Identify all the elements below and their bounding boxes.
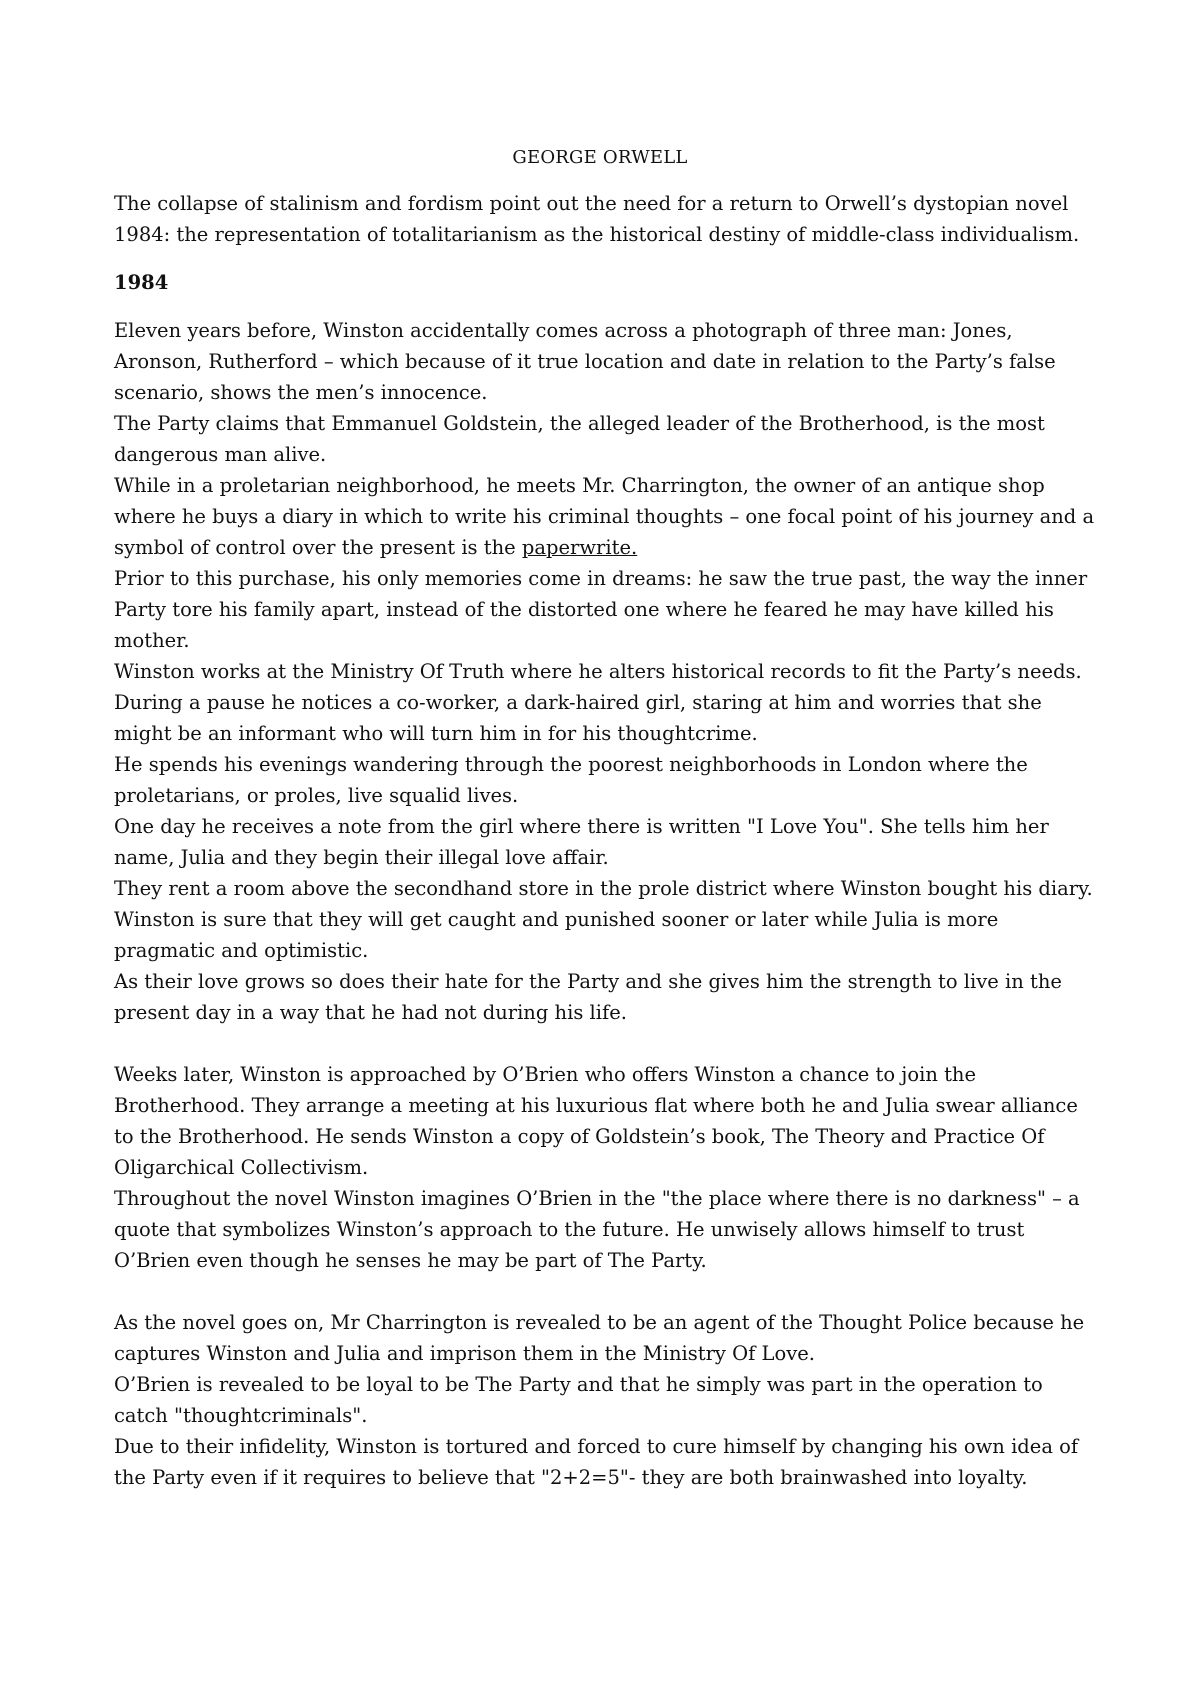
paragraph-9: As their love grows so does their hate for the Party and she gives him the strength to live in the present day in a way that he had not during his life.	[114, 970, 1062, 1024]
document-title: GEORGE ORWELL	[512, 147, 688, 168]
paragraph-11: Throughout the novel Winston imagines O’Brien in the "the place where there is no darkness" – a quote that symbolizes Winston’s approach to the future. He unwisely allows himself to trust O’Brien even though he senses he may be part of The Party.	[114, 1187, 1080, 1272]
paragraph-8: They rent a room above the secondhand store in the prole district where Winston bought his diary. Winston is sure that they will get caught and punished sooner or later while Julia is more pragmatic and optimistic.	[114, 877, 1093, 962]
paragraph-6: He spends his evenings wandering through the poorest neighborhoods in London where the proletarians, or proles, live squalid lives.	[114, 753, 1028, 807]
document-body	[114, 188, 1096, 1493]
paragraph-4: Prior to this purchase, his only memories come in dreams: he saw the true past, the way the inner Party tore his family apart, instead of the distorted one where he feared he may have killed his mother.	[114, 567, 1088, 652]
paragraph-1: Eleven years before, Winston accidentally comes across a photograph of three man: Jones, Aronson, Rutherford – which because of it true location and date in relation to the Party’s false scenario, shows the men’s innocence.	[114, 319, 1056, 404]
paragraph-10: Weeks later, Winston is approached by O’Brien who offers Winston a chance to join the Brotherhood. They arrange a meeting at his luxurious flat where both he and Julia swear alliance to the Brotherhood. He sends Winston a copy of Goldstein’s book, The Theory and Practice Of Oligarchical Collectivism.	[114, 1063, 1078, 1179]
paragraph-7: One day he receives a note from the girl where there is written "I Love You". She tells him her name, Julia and they begin their illegal love affair.	[114, 815, 1049, 869]
paperwrite-underlined-term: paperwrite.	[521, 536, 638, 559]
paragraph-2: The Party claims that Emmanuel Goldstein, the alleged leader of the Brotherhood, is the most dangerous man alive.	[114, 412, 1045, 466]
paragraph-5: Winston works at the Ministry Of Truth where he alters historical records to fit the Party’s needs. During a pause he notices a co-worker, a dark-haired girl, staring at him and worries that she might be an informant who will turn him in for his thoughtcrime.	[114, 660, 1082, 745]
paragraph-13: O’Brien is revealed to be loyal to be The Party and that he simply was part in the operation to catch "thoughtcriminals".	[114, 1373, 1043, 1427]
paragraph-3-text: While in a proletarian neighborhood, he meets Mr. Charrington, the owner of an antique shop where he buys a diary in which to write his criminal thoughts – one focal point of his journey and a symbol of control over the present is the	[114, 474, 1095, 559]
paragraph-12: As the novel goes on, Mr Charrington is revealed to be an agent of the Thought Police because he captures Winston and Julia and imprison them in the Ministry Of Love.	[114, 1311, 1085, 1365]
paragraph-3	[114, 470, 1096, 563]
paragraph-14: Due to their infidelity, Winston is tortured and forced to cure himself by changing his own idea of the Party even if it requires to believe that "2+2=5"- they are both brainwashed into loyalty.	[114, 1435, 1079, 1489]
section-heading: 1984	[114, 271, 169, 294]
intro-paragraph: The collapse of stalinism and fordism point out the need for a return to Orwell’s dystopian novel 1984: the representation of totalitarianism as the historical destiny of middle-class individualism.	[114, 192, 1080, 246]
